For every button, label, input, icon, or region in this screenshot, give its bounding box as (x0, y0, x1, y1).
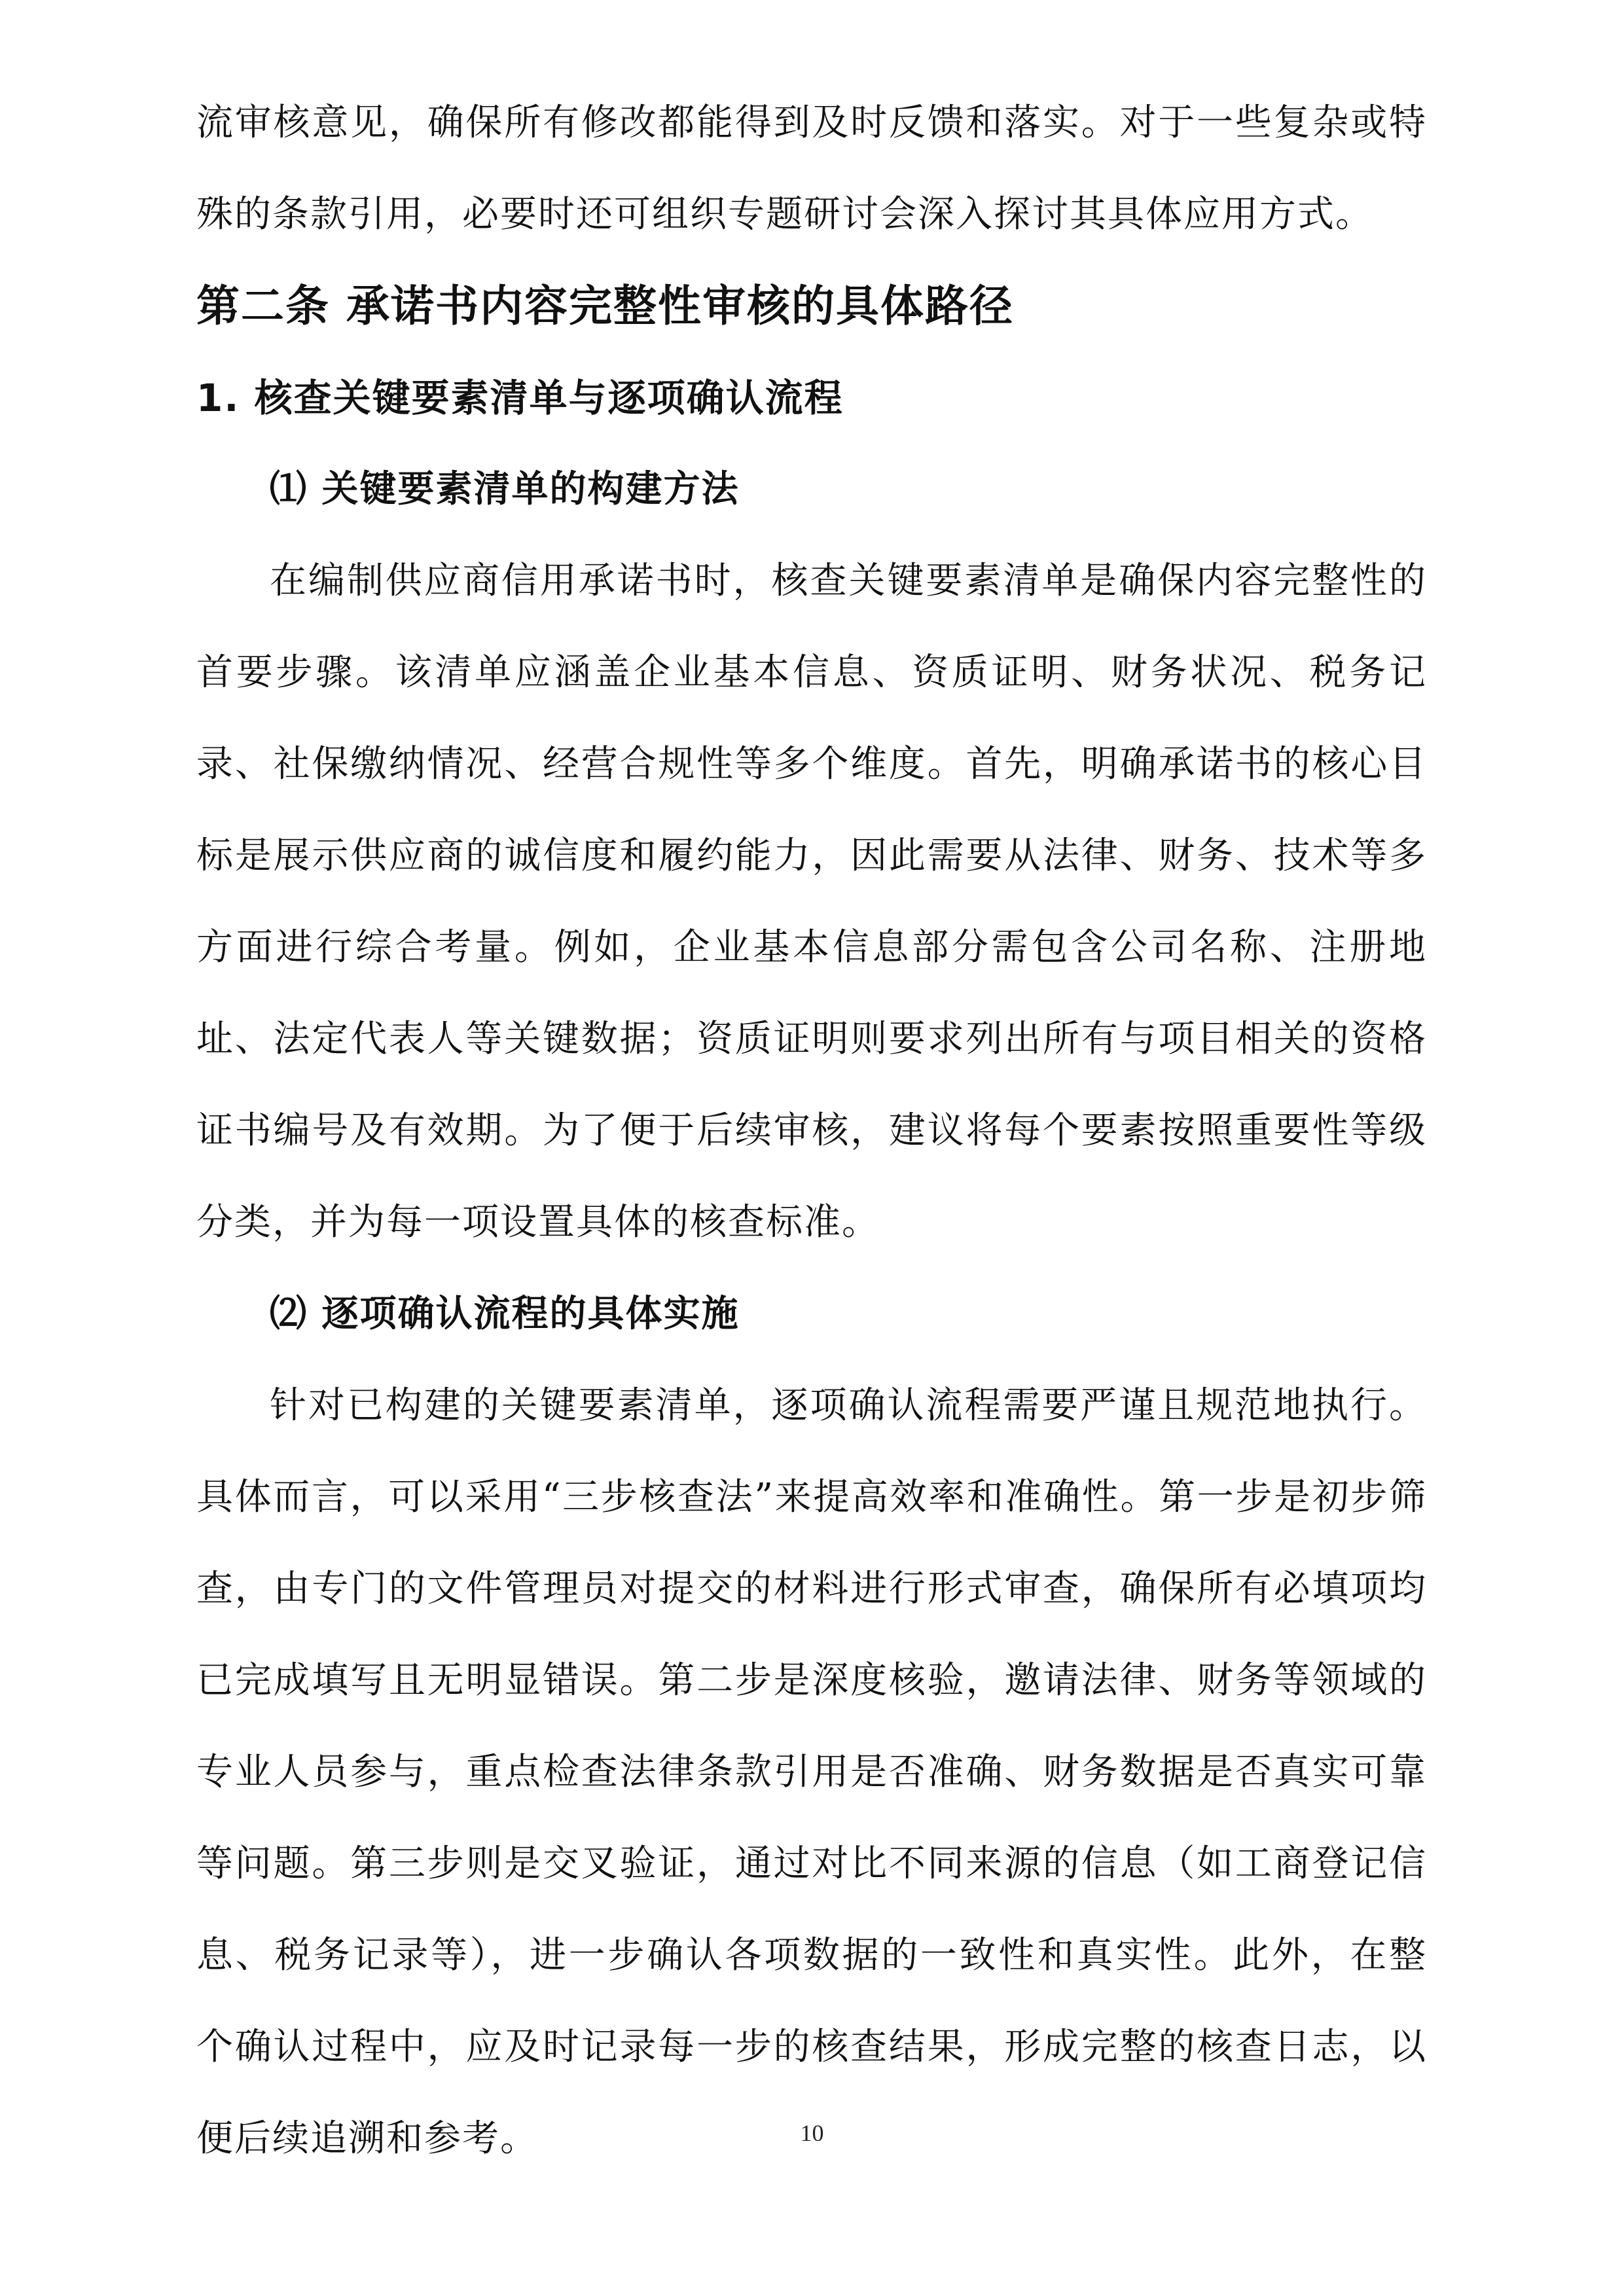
item2-title: ⑵ 逐项确认流程的具体实施 (270, 1293, 740, 1335)
page-content (196, 77, 1427, 2185)
item2-body: 针对已构建的关键要素清单，逐项确认流程需要严谨且规范地执行。具体而言，可以采用“三步核查法”来提高效率和准确性。第一步是初步筛查，由专门的文件管理员对提交的材料进行形式审查，确保所有必填项均已完成填写且无明显错误。第二步是深度核验，邀请法律、财务等领域的专业人员参与，重点检查法律条款引用是否准确、财务数据是否真实可靠等问题。第三步则是交叉验证，通过对比不同来源的信息（如工商登记信息、税务记录等），进一步确认各项数据的一致性和真实性。此外，在整个确认过程中，应及时记录每一步的核查结果，形成完整的核查日志，以便后续追溯和参考。 (196, 1384, 1427, 2160)
subsection-title: 1. 核查关键要素清单与逐项确认流程 (196, 376, 844, 420)
continued-paragraph: 流审核意见，确保所有修改都能得到及时反馈和落实。对于一些复杂或特殊的条款引用，必要时还可组织专题研讨会深入探讨其具体应用方式。 (196, 101, 1427, 236)
section-title: 第二条 承诺书内容完整性审核的具体路径 (196, 281, 1014, 331)
item1-body: 在编制供应商信用承诺书时，核查关键要素清单是确保内容完整性的首要步骤。该清单应涵盖企业基本信息、资质证明、财务状况、税务记录、社保缴纳情况、经营合规性等多个维度。首先，明确承诺书的核心目标是展示供应商的诚信度和履约能力，因此需要从法律、财务、技术等多方面进行综合考量。例如，企业基本信息部分需包含公司名称、注册地址、法定代表人等关键数据；资质证明则要求列出所有与项目相关的资格证书编号及有效期。为了便于后续审核，建议将每个要素按照重要性等级分类，并为每一项设置具体的核查标准。 (196, 560, 1427, 1244)
page-number: 10 (800, 2120, 824, 2146)
item1-title: ⑴ 关键要素清单的构建方法 (270, 468, 740, 511)
